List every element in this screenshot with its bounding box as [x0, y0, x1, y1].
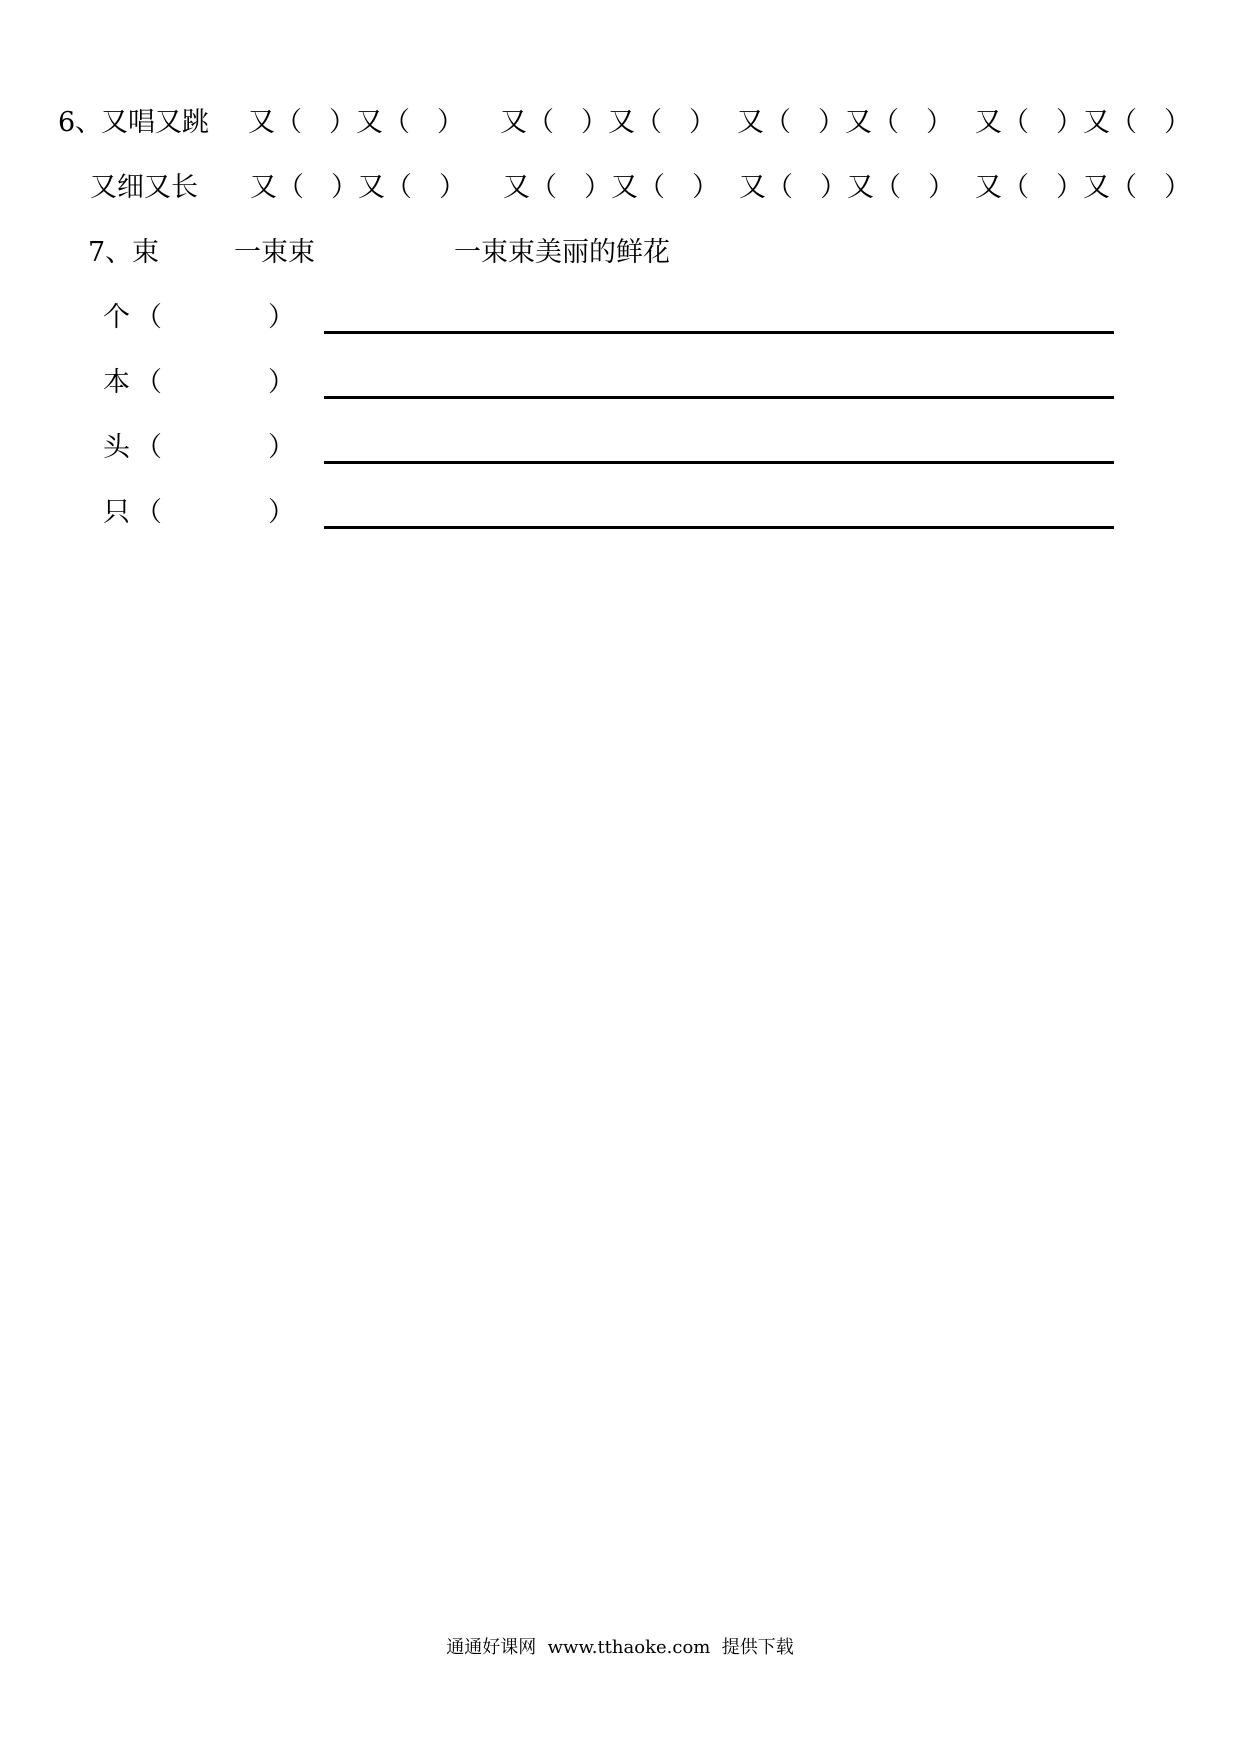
q7-item-1-answer-line[interactable]	[324, 331, 1114, 334]
q7-example-char: 束	[132, 237, 159, 268]
q6-number: 6、	[58, 107, 103, 138]
q7-example-sentence: 一束束美丽的鲜花	[454, 237, 670, 268]
q6-row2-example: 又细又长	[90, 172, 198, 203]
q7-item-4-char: 只	[103, 497, 130, 528]
footer-source: 通通好课网 www.tthaoke.com 提供下载	[446, 1637, 794, 1658]
q7-item-1-open-paren: （	[135, 302, 162, 333]
q6-row2-group-1: 又（ ）又（ ）	[250, 172, 466, 203]
q6-row1-example: 又唱又跳	[101, 107, 209, 138]
q7-item-2-open-paren: （	[135, 367, 162, 398]
q7-item-1-close-paren: ）	[268, 302, 295, 333]
q6-row1-group-3: 又（ ）又（ ）	[737, 107, 953, 138]
q7-item-4-answer-line[interactable]	[324, 526, 1114, 529]
q7-item-2-close-paren: ）	[268, 367, 295, 398]
q7-item-1-char: 个	[103, 302, 130, 333]
q7-item-3-open-paren: （	[135, 432, 162, 463]
q7-item-3-close-paren: ）	[268, 432, 295, 463]
q7-item-2-char: 本	[103, 367, 130, 398]
q6-row1-group-2: 又（ ）又（ ）	[500, 107, 716, 138]
q7-item-3-answer-line[interactable]	[324, 461, 1114, 464]
q7-item-4-close-paren: ）	[268, 497, 295, 528]
q7-item-3-char: 头	[103, 432, 130, 463]
q6-row2-group-3: 又（ ）又（ ）	[739, 172, 955, 203]
q7-number: 7、	[88, 237, 133, 268]
q6-row2-group-4: 又（ ）又（ ）	[975, 172, 1191, 203]
q7-item-2-answer-line[interactable]	[324, 396, 1114, 399]
q6-row2-group-2: 又（ ）又（ ）	[503, 172, 719, 203]
q6-row1-group-1: 又（ ）又（ ）	[248, 107, 464, 138]
q6-row1-group-4: 又（ ）又（ ）	[975, 107, 1191, 138]
q7-item-4-open-paren: （	[135, 497, 162, 528]
q7-example-phrase: 一束束	[234, 237, 315, 268]
